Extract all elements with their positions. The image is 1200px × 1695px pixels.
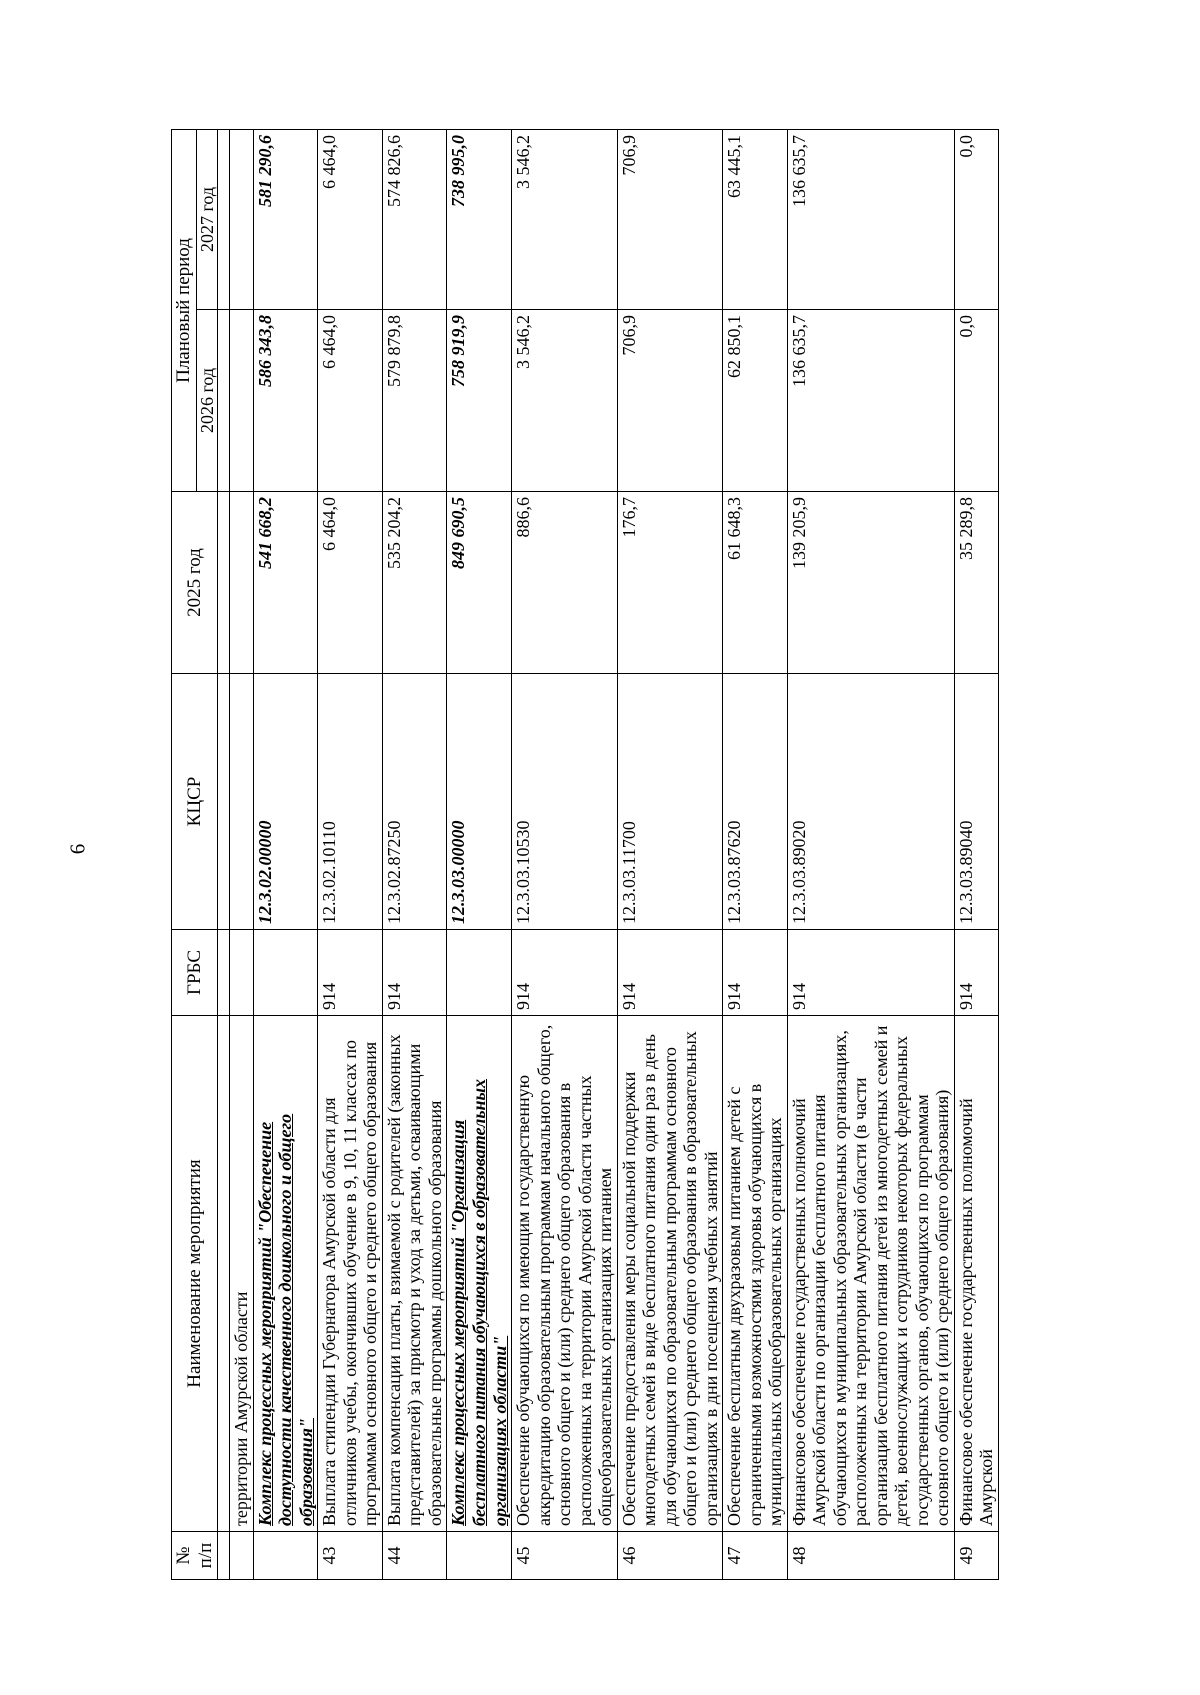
table-container: [171, 130, 1041, 1580]
table-row: [512, 129, 618, 1579]
header-spacer-row: [218, 129, 230, 1579]
row-name-cell: Обеспечение обучающихся по имеющим государственную аккредитацию образовательным программам начального общего, основного общего и (или) среднего общего образования в расположенных на территории Амурской области частных общеобразовательных организациях питанием: [512, 1016, 618, 1532]
table-row: [447, 129, 512, 1579]
row-2025-cell: 139 205,9: [787, 492, 954, 674]
header-grbs: ГРБС: [172, 930, 218, 1016]
row-grbs-cell: [230, 930, 254, 1016]
header-2027: 2027 год: [196, 129, 218, 309]
row-2025-cell: 35 289,8: [954, 492, 998, 674]
row-name-cell: Обеспечение предоставления меры социальной поддержки многодетных семей в виде бесплатного питания один раз в день для обучающихся по образовательным программам основного общего и (или) среднего общего образования в образовательных организациях в дни посещения учебных занятий: [617, 1016, 723, 1532]
row-grbs-cell: 914: [318, 930, 383, 1016]
row-grbs-cell: [253, 930, 318, 1016]
row-2027-cell: 63 445,1: [723, 129, 788, 309]
table-row: [954, 129, 998, 1579]
row-2026-cell: 0,0: [954, 310, 998, 492]
row-2025-cell: 535 204,2: [382, 492, 447, 674]
row-name-cell: Финансовое обеспечение государственных полномочий Амурской: [954, 1016, 998, 1532]
row-number-cell: [230, 1532, 254, 1580]
row-grbs-cell: 914: [787, 930, 954, 1016]
row-number-cell: 48: [787, 1532, 954, 1580]
page-number: 6: [65, 843, 90, 855]
header-kcsr: КЦСР: [172, 674, 218, 930]
row-kcsr-cell: 12.3.03.00000: [447, 674, 512, 930]
row-2026-cell: 3 546,2: [512, 310, 618, 492]
row-number-cell: [447, 1532, 512, 1580]
row-2027-cell: 581 290,6: [253, 129, 318, 309]
table-row: [787, 129, 954, 1579]
row-name-cell: Выплата компенсации платы, взимаемой с родителей (законных представителей) за присмотр и уход за детьми, осваивающими образовательные программы дошкольного образования: [382, 1016, 447, 1532]
row-2026-cell: 6 464,0: [318, 310, 383, 492]
row-2025-cell: 61 648,3: [723, 492, 788, 674]
row-kcsr-cell: 12.3.03.10530: [512, 674, 618, 930]
row-2026-cell: 62 850,1: [723, 310, 788, 492]
row-name-cell: территории Амурской области: [230, 1016, 254, 1532]
row-grbs-cell: 914: [954, 930, 998, 1016]
row-2027-cell: 0,0: [954, 129, 998, 309]
row-2026-cell: [230, 310, 254, 492]
row-2026-cell: 579 879,8: [382, 310, 447, 492]
row-2025-cell: [230, 492, 254, 674]
row-number-cell: [253, 1532, 318, 1580]
table-row: [318, 129, 383, 1579]
row-2027-cell: 6 464,0: [318, 129, 383, 309]
row-name-cell: Финансовое обеспечение государственных полномочий Амурской области по организации бесплатного питания обучающихся в муниципальных образовательных организациях, расположенных на территории Амурской области (в части организации бесплатного питания детей из многодетных семей и детей, военнослужащих и сотрудников некоторых федеральных государственных органов, обучающихся по программам основного общего и (или) среднего общего образования): [787, 1016, 954, 1532]
row-number-cell: 46: [617, 1532, 723, 1580]
row-2026-cell: 136 635,7: [787, 310, 954, 492]
row-2027-cell: 706,9: [617, 129, 723, 309]
row-2027-cell: 738 995,0: [447, 129, 512, 309]
row-2027-cell: 3 546,2: [512, 129, 618, 309]
header-plan-period: Плановый период: [172, 129, 197, 491]
row-grbs-cell: 914: [512, 930, 618, 1016]
row-kcsr-cell: 12.3.03.11700: [617, 674, 723, 930]
row-2025-cell: 849 690,5: [447, 492, 512, 674]
row-kcsr-cell: 12.3.02.10110: [318, 674, 383, 930]
table-row: [723, 129, 788, 1579]
row-kcsr-cell: 12.3.02.87250: [382, 674, 447, 930]
row-kcsr-cell: 12.3.02.00000: [253, 674, 318, 930]
row-grbs-cell: [447, 930, 512, 1016]
table-row: [382, 129, 447, 1579]
row-name-cell: Комплекс процессных мероприятий "Организация бесплатного питания обучающихся в образовательных организациях области": [447, 1016, 512, 1532]
header-2025: 2025 год: [172, 492, 218, 674]
table-body: [230, 129, 999, 1579]
row-2025-cell: 6 464,0: [318, 492, 383, 674]
table-row: [617, 129, 723, 1579]
row-kcsr-cell: 12.3.03.87620: [723, 674, 788, 930]
budget-table: [171, 129, 999, 1580]
row-2026-cell: 706,9: [617, 310, 723, 492]
row-number-cell: 44: [382, 1532, 447, 1580]
header-2026: 2026 год: [196, 310, 218, 492]
row-number-cell: 43: [318, 1532, 383, 1580]
row-2025-cell: 176,7: [617, 492, 723, 674]
header-num: № п/п: [172, 1532, 218, 1580]
row-name-cell: Выплата стипендии Губернатора Амурской области для отличников учебы, окончивших обучение в 9, 10, 11 классах по программам основного общего и среднего общего образования: [318, 1016, 383, 1532]
row-2026-cell: 586 343,8: [253, 310, 318, 492]
row-number-cell: 45: [512, 1532, 618, 1580]
table-row: [230, 129, 254, 1579]
row-2025-cell: 541 668,2: [253, 492, 318, 674]
row-grbs-cell: 914: [723, 930, 788, 1016]
row-2027-cell: [230, 129, 254, 309]
row-name-cell: Обеспечение бесплатным двухразовым питанием детей с ограниченными возможностями здоровья обучающихся в муниципальных общеобразовательных организациях: [723, 1016, 788, 1532]
row-grbs-cell: 914: [617, 930, 723, 1016]
row-kcsr-cell: 12.3.03.89020: [787, 674, 954, 930]
row-number-cell: 47: [723, 1532, 788, 1580]
row-kcsr-cell: [230, 674, 254, 930]
row-2027-cell: 136 635,7: [787, 129, 954, 309]
row-kcsr-cell: 12.3.03.89040: [954, 674, 998, 930]
row-grbs-cell: 914: [382, 930, 447, 1016]
row-2027-cell: 574 826,6: [382, 129, 447, 309]
row-2025-cell: 886,6: [512, 492, 618, 674]
table-row: [253, 129, 318, 1579]
row-name-cell: Комплекс процессных мероприятий "Обеспечение доступности качественного дошкольного и общего образования": [253, 1016, 318, 1532]
row-number-cell: 49: [954, 1532, 998, 1580]
row-2026-cell: 758 919,9: [447, 310, 512, 492]
header-name: Наименование мероприятия: [172, 1016, 218, 1532]
